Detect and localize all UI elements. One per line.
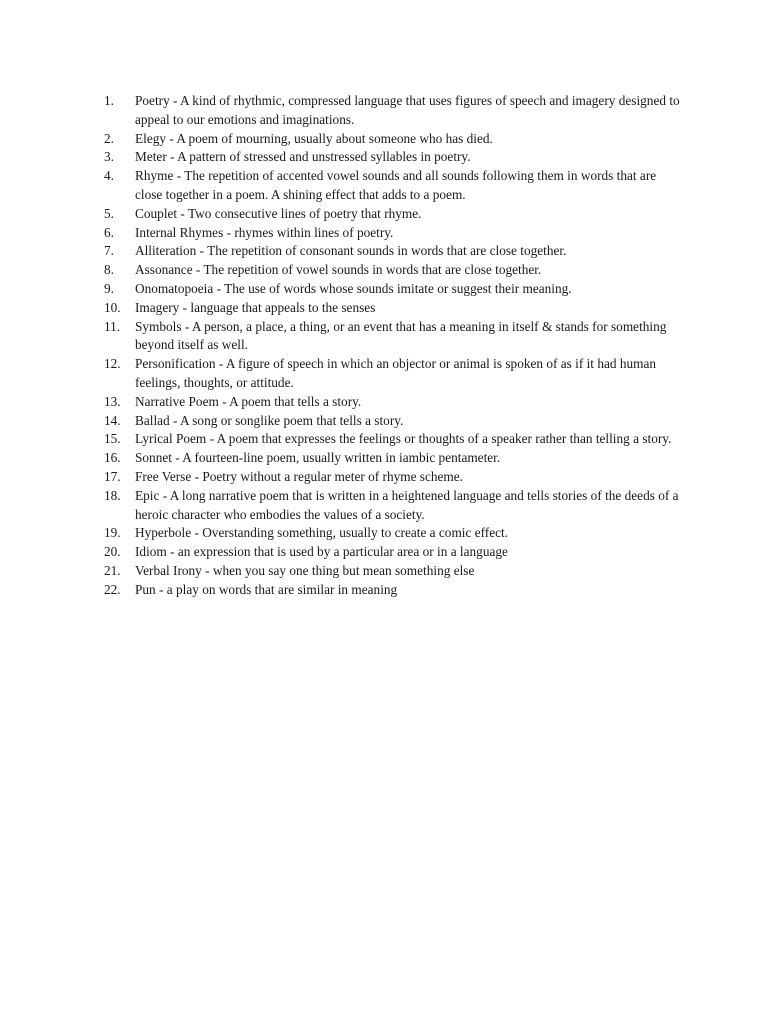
item-text: Couplet - Two consecutive lines of poetry that rhyme. bbox=[135, 205, 422, 221]
list-item bbox=[104, 543, 684, 562]
item-number: 19. bbox=[104, 525, 121, 541]
item-text: Symbols - A person, a place, a thing, or an event that has a meaning in itself & stands for something beyond itself as well. bbox=[135, 318, 667, 353]
item-number: 8. bbox=[104, 262, 114, 278]
item-number: 22. bbox=[104, 581, 121, 597]
item-number: 18. bbox=[104, 487, 121, 503]
item-number: 11. bbox=[104, 318, 121, 334]
poetry-terms-list bbox=[104, 92, 684, 600]
item-number: 9. bbox=[104, 280, 114, 296]
item-text: Onomatopoeia - The use of words whose sounds imitate or suggest their meaning. bbox=[135, 280, 572, 296]
item-number: 15. bbox=[104, 431, 121, 447]
item-number: 6. bbox=[104, 224, 114, 240]
list-item bbox=[104, 581, 684, 600]
item-number: 2. bbox=[104, 130, 114, 146]
list-item bbox=[104, 299, 684, 318]
item-text: Ballad - A song or songlike poem that tells a story. bbox=[135, 412, 404, 428]
item-number: 13. bbox=[104, 393, 121, 409]
list-item bbox=[104, 393, 684, 412]
list-item bbox=[104, 430, 684, 449]
item-number: 5. bbox=[104, 205, 114, 221]
list-item bbox=[104, 487, 684, 525]
item-number: 20. bbox=[104, 544, 121, 560]
list-item bbox=[104, 524, 684, 543]
item-text: Idiom - an expression that is used by a particular area or in a language bbox=[135, 544, 508, 560]
item-number: 1. bbox=[104, 93, 114, 108]
item-text: Personification - A figure of speech in which an objector or animal is spoken of as if it had human feelings, thoughts, or attitude. bbox=[135, 356, 657, 390]
item-text: Alliteration - The repetition of consonant sounds in words that are close together. bbox=[135, 243, 567, 259]
item-number: 17. bbox=[104, 468, 121, 484]
item-text: Epic - A long narrative poem that is written in a heightened language and tells stories of the deeds of a heroic character who embodies the values of a society. bbox=[135, 487, 679, 522]
list-item bbox=[104, 261, 684, 280]
list-item bbox=[104, 92, 684, 130]
list-item bbox=[104, 468, 684, 487]
item-number: 7. bbox=[104, 243, 114, 259]
list-item bbox=[104, 130, 684, 149]
list-item bbox=[104, 562, 684, 581]
list-item bbox=[104, 242, 684, 261]
list-item bbox=[104, 412, 684, 431]
item-number: 3. bbox=[104, 149, 114, 165]
item-number: 10. bbox=[104, 299, 121, 315]
list-item bbox=[104, 355, 684, 393]
list-item bbox=[104, 205, 684, 224]
list-item bbox=[104, 167, 684, 205]
item-text: Sonnet - A fourteen-line poem, usually written in iambic pentameter. bbox=[135, 450, 501, 466]
item-number: 4. bbox=[104, 168, 114, 184]
item-text: Lyrical Poem - A poem that expresses the feelings or thoughts of a speaker rather than telling a story. bbox=[135, 431, 672, 447]
list-item bbox=[104, 280, 684, 299]
list-item bbox=[104, 318, 684, 356]
item-text: Verbal Irony - when you say one thing but mean something else bbox=[135, 562, 475, 578]
item-number: 14. bbox=[104, 412, 121, 428]
item-text: Rhyme - The repetition of accented vowel sounds and all sounds following them in words that are close together in a poem. A shining effect that adds to a poem. bbox=[135, 168, 657, 202]
item-text: Narrative Poem - A poem that tells a story. bbox=[135, 393, 362, 409]
item-text: Free Verse - Poetry without a regular meter of rhyme scheme. bbox=[135, 468, 464, 484]
item-number: 12. bbox=[104, 356, 121, 372]
list-item bbox=[104, 449, 684, 468]
item-text: Assonance - The repetition of vowel sounds in words that are close together. bbox=[135, 262, 542, 278]
item-text: Imagery - language that appeals to the senses bbox=[135, 299, 376, 315]
item-text: Elegy - A poem of mourning, usually about someone who has died. bbox=[135, 130, 493, 146]
item-number: 21. bbox=[104, 562, 121, 578]
list-item bbox=[104, 224, 684, 243]
item-number: 16. bbox=[104, 450, 121, 466]
list-item bbox=[104, 148, 684, 167]
item-text: Poetry - A kind of rhythmic, compressed language that uses figures of speech and imagery designed to appeal to our emotions and imaginations. bbox=[135, 93, 680, 127]
item-text: Pun - a play on words that are similar in meaning bbox=[135, 581, 398, 597]
item-text: Hyperbole - Overstanding something, usually to create a comic effect. bbox=[135, 525, 509, 541]
item-text: Internal Rhymes - rhymes within lines of poetry. bbox=[135, 224, 394, 240]
item-text: Meter - A pattern of stressed and unstressed syllables in poetry. bbox=[135, 149, 471, 165]
